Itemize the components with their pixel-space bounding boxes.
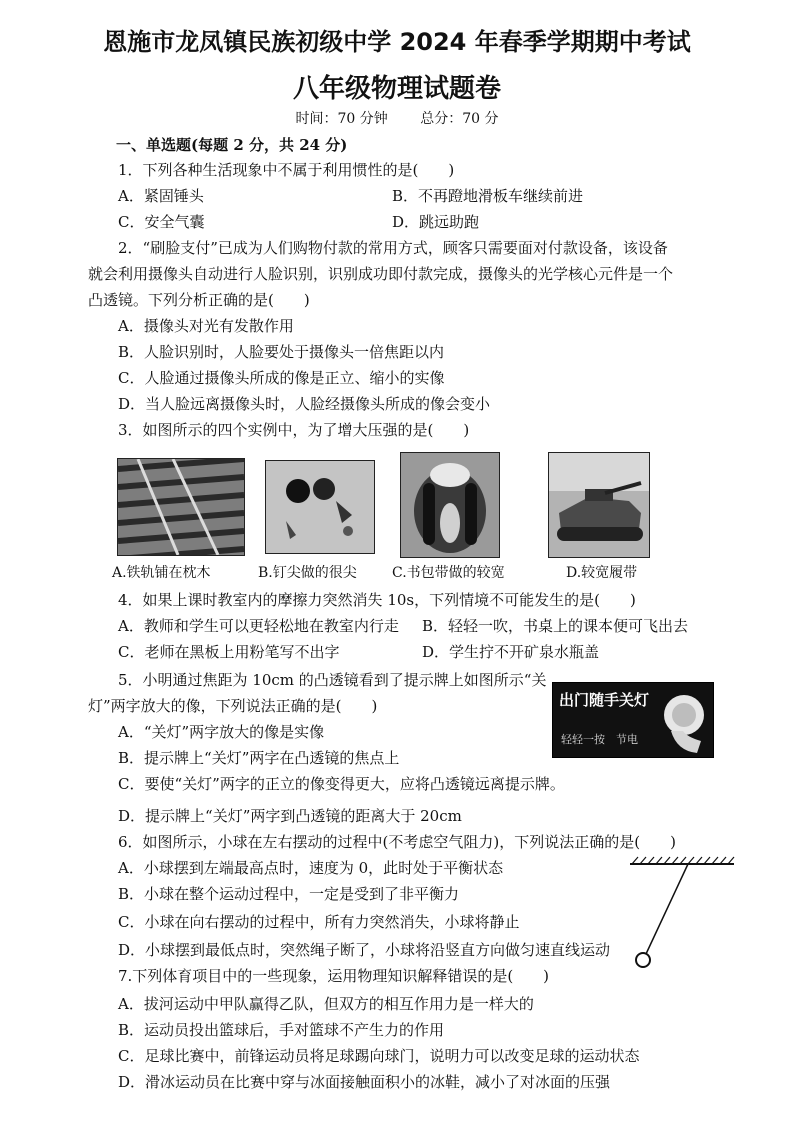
q4-option-a: A．教师和学生可以更轻松地在教室内行走 [118,617,399,635]
q6-option-d: D．小球摆到最低点时，突然绳子断了，小球将沿竖直方向做匀速直线运动 [118,941,611,959]
q6-option-b: B．小球在整个运动过程中，一定是受到了非平衡力 [118,885,460,903]
q1-option-d: D．跳远助跑 [392,213,480,231]
q2-stem-line1: 2．“刷脸支付”已成为人们购物付款的常用方式，顾客只需要面对付款设备，该设备 [118,239,668,257]
q5-option-d: D．提示牌上“关灯”两字到凸透镜的距离大于 20cm [118,807,462,825]
q3-caption-b: B.钉尖做的很尖 [258,565,357,581]
railway-photo [117,458,245,556]
q4-stem: 4．如果上课时教室内的摩擦力突然消失 10s，下列情境不可能发生的是( ) [118,591,636,609]
q3-caption-c: C.书包带做的较宽 [392,565,505,581]
pendulum-ball [636,953,650,967]
pendulum-string [646,864,688,954]
q5-option-a: A．“关灯”两字放大的像是实像 [118,723,325,741]
q2-option-a: A．摄像头对光有发散作用 [118,317,294,335]
q1-option-b: B．不再蹬地滑板车继续前进 [392,187,584,205]
nail-photo [265,460,375,554]
pendulum-diagram [628,856,738,976]
sign-main-text: 出门随手关灯 [559,691,650,709]
q5-option-b: B．提示牌上“关灯”两字在凸透镜的焦点上 [118,749,400,767]
exam-score: 总分：70 分 [420,111,499,127]
q1-option-a: A．紧固锤头 [118,187,204,205]
exam-meta [0,108,794,128]
q7-option-a: A．拔河运动中甲队赢得乙队，但双方的相互作用力是一样大的 [118,995,534,1013]
q4-option-d: D．学生拧不开矿泉水瓶盖 [422,643,600,661]
q7-option-c: C．足球比赛中，前锋运动员将足球踢向球门，说明力可以改变足球的运动状态 [118,1047,640,1065]
schoolbag-photo [400,452,500,558]
q7-option-d: D．滑冰运动员在比赛中穿与冰面接触面积小的冰鞋，减小了对冰面的压强 [118,1073,611,1091]
q1-option-c: C．安全气囊 [118,213,205,231]
light-switch-sign [552,682,714,758]
exam-subtitle: 八年级物理试题卷 [292,74,501,104]
q3-caption-d: D.较宽履带 [566,565,638,581]
q1-stem: 1．下列各种生活现象中不属于利用惯性的是( ) [118,161,455,179]
q5-stem-line2: 灯”两字放大的像，下列说法正确的是( ) [88,697,378,715]
q4-option-b: B．轻轻一吹，书桌上的课本便可飞出去 [422,617,689,635]
q7-stem: 7.下列体育项目中的一些现象，运用物理知识解释错误的是( ) [118,967,550,985]
q2-option-b: B．人脸识别时，人脸要处于摄像头一倍焦距以内 [118,343,445,361]
q6-stem: 6．如图所示，小球在左右摆动的过程中(不考虑空气阻力)，下列说法正确的是( ) [118,833,676,851]
exam-title: 恩施市龙凤镇民族初级中学 2024 年春季学期期中考试 [103,28,691,56]
q4-option-c: C．老师在黑板上用粉笔写不出字 [118,643,340,661]
sign-sub-text: 轻轻一按 节电 [561,733,638,746]
ceiling-hatching [632,857,734,864]
q7-option-b: B．运动员投出篮球后，手对篮球不产生力的作用 [118,1021,445,1039]
tank-photo [548,452,650,558]
q3-caption-a: A.铁轨铺在枕木 [112,565,211,581]
q5-option-c: C．要使“关灯”两字的正立的像变得更大，应将凸透镜远离提示牌。 [118,775,565,793]
q3-stem: 3．如图所示的四个实例中，为了增大压强的是( ) [118,421,470,439]
q2-stem-line2: 就会利用摄像头自动进行人脸识别，识别成功即付款完成，摄像头的光学核心元件是一个 [88,265,674,283]
exam-time: 时间：70 分钟 [295,111,388,127]
q2-option-d: D．当人脸远离摄像头时，人脸经摄像头所成的像会变小 [118,395,491,413]
q6-option-a: A．小球摆到左端最高点时，速度为 0，此时处于平衡状态 [118,859,504,877]
q6-option-c: C．小球在向右摆动的过程中，所有力突然消失，小球将静止 [118,913,520,931]
q2-stem-line3: 凸透镜。下列分析正确的是( ) [88,291,310,309]
q5-stem-line1: 5．小明通过焦距为 10cm 的凸透镜看到了提示牌上如图所示“关 [118,671,547,689]
section-heading: 一、单选题(每题 2 分，共 24 分) [116,136,348,154]
q2-option-c: C．人脸通过摄像头所成的像是正立、缩小的实像 [118,369,445,387]
